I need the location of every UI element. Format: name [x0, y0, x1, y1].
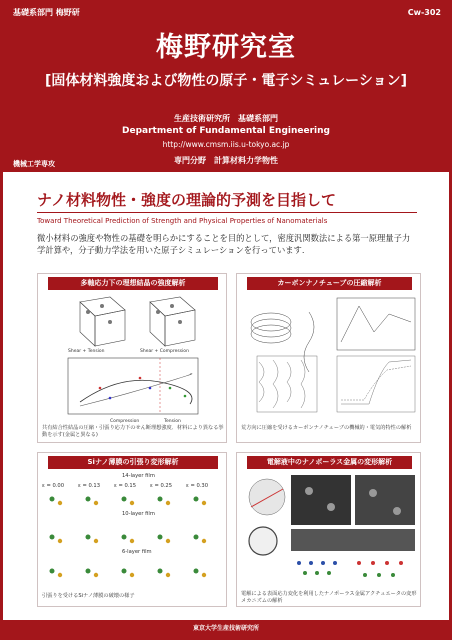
department-en: Department of Fundamental Engineering [122, 126, 330, 136]
panel-title: 電解液中のナノポーラス金属の変形解析 [247, 456, 412, 469]
label-shear-tension: Shear + Tension [68, 349, 105, 354]
film-row-label: 6-layer film [122, 549, 152, 555]
footer-bar: 東京大学生産技術研究所 [3, 620, 449, 637]
booth-code: Cw-302 [407, 8, 441, 17]
panel-caption: 電解による表面応力変化を利用したナノポーラス金属アクチュエータの変形メカニズムの解析 [241, 591, 417, 604]
cnt-figure [239, 292, 420, 422]
si-film-grid [42, 473, 224, 583]
strength-plot [40, 354, 226, 424]
strain-label: ε = 0.13 [78, 483, 100, 489]
panel-title: 多軸応力下の理想結晶の強度解析 [48, 277, 218, 290]
header-banner [3, 3, 449, 172]
lab-title: 梅野研究室 [156, 32, 296, 63]
film-snapshots-10 [42, 529, 224, 547]
major-label: 機械工学専攻 [13, 160, 55, 168]
intro-text: 微小材料の強度や物性の基礎を明らかにすることを目的として，密度汎関数法による第一原理量子力学計算や，分子動力学法を用いた原子シミュレーションを行っています. [37, 233, 411, 255]
film-snapshots-14 [42, 491, 224, 509]
label-tension: Tension [164, 419, 181, 424]
nanoporous-figure [239, 471, 420, 589]
dept-label: 基礎系部門 梅野研 [13, 8, 80, 17]
panel-si-film [37, 452, 227, 607]
panel-title: Siナノ薄膜の引張り変形解析 [48, 456, 218, 469]
panel-title: カーボンナノチューブの圧縮解析 [247, 277, 412, 290]
title-divider [37, 212, 417, 213]
film-snapshots-6 [42, 563, 224, 581]
label-shear-compression: Shear + Compression [140, 349, 189, 354]
panel-ideal-strength [37, 273, 227, 443]
strain-label: ε = 0.30 [186, 483, 208, 489]
section-title: ナノ材料物性・強度の理論的予測を目指して [37, 191, 336, 209]
panel-nanoporous [236, 452, 421, 607]
panel-caption: 共有結合性結晶の圧縮・引張り応力下のせん断理想強度．材料により異なる挙動を示す(金属と異なる) [42, 425, 224, 438]
panel-caption: 引張りを受けるSiナノ薄膜の破壊の様子 [42, 593, 135, 599]
panel-caption: 荒方向に圧縮を受けるカーボンナノチューブの機械的・電気的特性の解析 [241, 425, 412, 431]
lab-subtitle: [固体材料強度および物性の原子・電子シミュレーション] [45, 73, 407, 89]
field-label: 専門分野 計算材料力学物性 [174, 156, 278, 165]
strain-label: ε = 0.25 [150, 483, 172, 489]
crystal-figure [40, 292, 226, 354]
label-compression: Compression [110, 419, 140, 424]
panel-cnt-compression [236, 273, 421, 443]
strain-label: ε = 0.00 [42, 483, 64, 489]
institute-name: 生産技術研究所 基礎系部門 [174, 114, 278, 123]
film-row-label: 10-layer film [122, 511, 155, 517]
film-row-label: 14-layer film [122, 473, 155, 479]
lab-url[interactable]: http://www.cmsm.iis.u-tokyo.ac.jp [162, 140, 290, 149]
section-subtitle-en: Toward Theoretical Prediction of Strength and Physical Properties of Nanomaterials [37, 217, 328, 225]
strain-label: ε = 0.15 [114, 483, 136, 489]
